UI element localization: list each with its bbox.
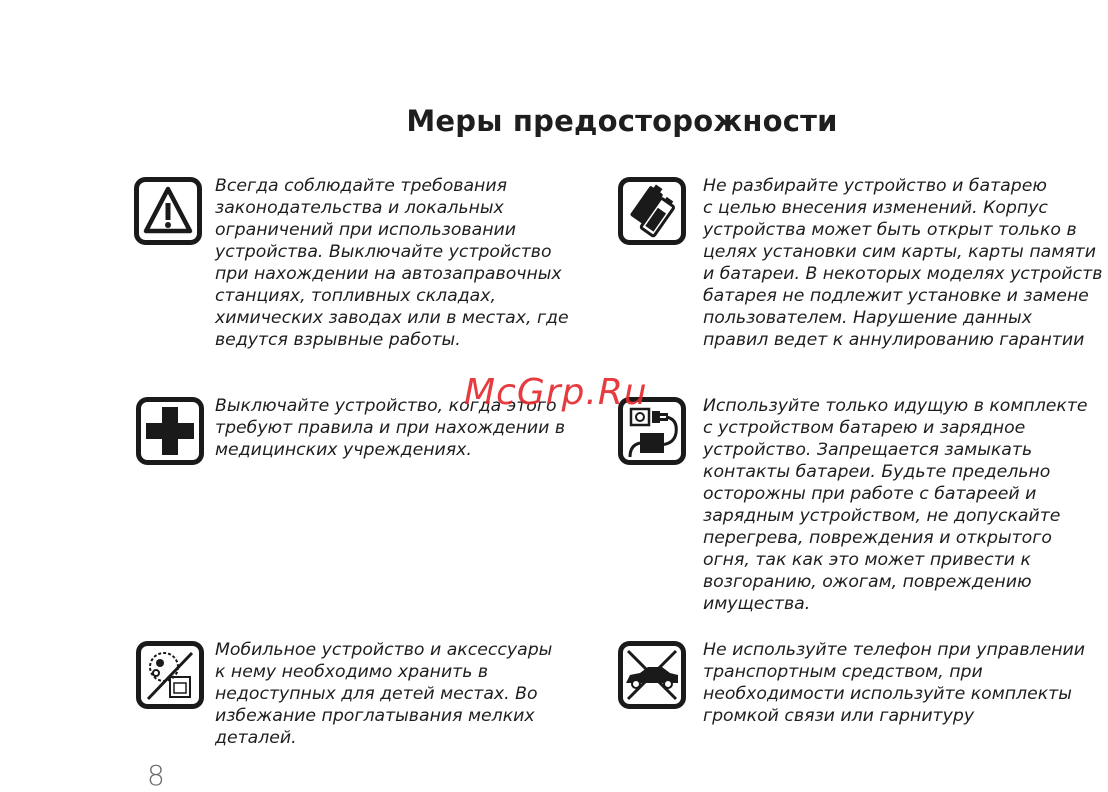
battery-disassembly-icon [618, 177, 686, 245]
paragraph-medical: Выключайте устройство, когда этого требуют правила и при нахождении в медицинских учреждениях. [215, 396, 566, 460]
warning-icon [134, 177, 202, 245]
watermark: McGrp.Ru [464, 372, 648, 413]
paragraph-driving: Не используйте телефон при управлении транспортным средством, при необходимости используйте комплекты громкой связи или гарнитуру [703, 640, 1086, 726]
no-phone-driving-icon [618, 641, 686, 709]
paragraph-general-safety: Всегда соблюдайте требования законодательства и локальных ограничений при использовании устройства. Выключайте устройство при нахождении на автозаправочных станциях, топливных складах, химических заводах или в местах, где ведутся взрывные работы. [215, 176, 569, 350]
paragraph-battery: Не разбирайте устройство и батарею с целью внесения изменений. Корпус устройства может быть открыт только в целях установки сим карты, карты памяти и батареи. В некоторых моделях устройств батарея не подлежит установке и замене пользователем. Нарушение данных правил ведет к аннулированию гарантии [703, 176, 1103, 350]
medical-cross-icon [136, 397, 204, 465]
page-title: Меры предосторожности [406, 104, 838, 138]
page-number: 8 [147, 759, 165, 792]
child-safety-icon [136, 641, 204, 709]
paragraph-charger: Используйте только идущую в комплекте с устройством батарею и зарядное устройство. Запрещается замыкать контакты батареи. Будьте предельно осторожны при работе с батареей и зарядным устройством, не допускайте перегрева, повреждения и открытого огня, так как это может привести к возгоранию, ожогам, повреждению имущества. [703, 396, 1088, 614]
paragraph-children: Мобильное устройство и аксессуары к нему необходимо хранить в недоступных для детей местах. Во избежание проглатывания мелких деталей. [215, 640, 553, 748]
